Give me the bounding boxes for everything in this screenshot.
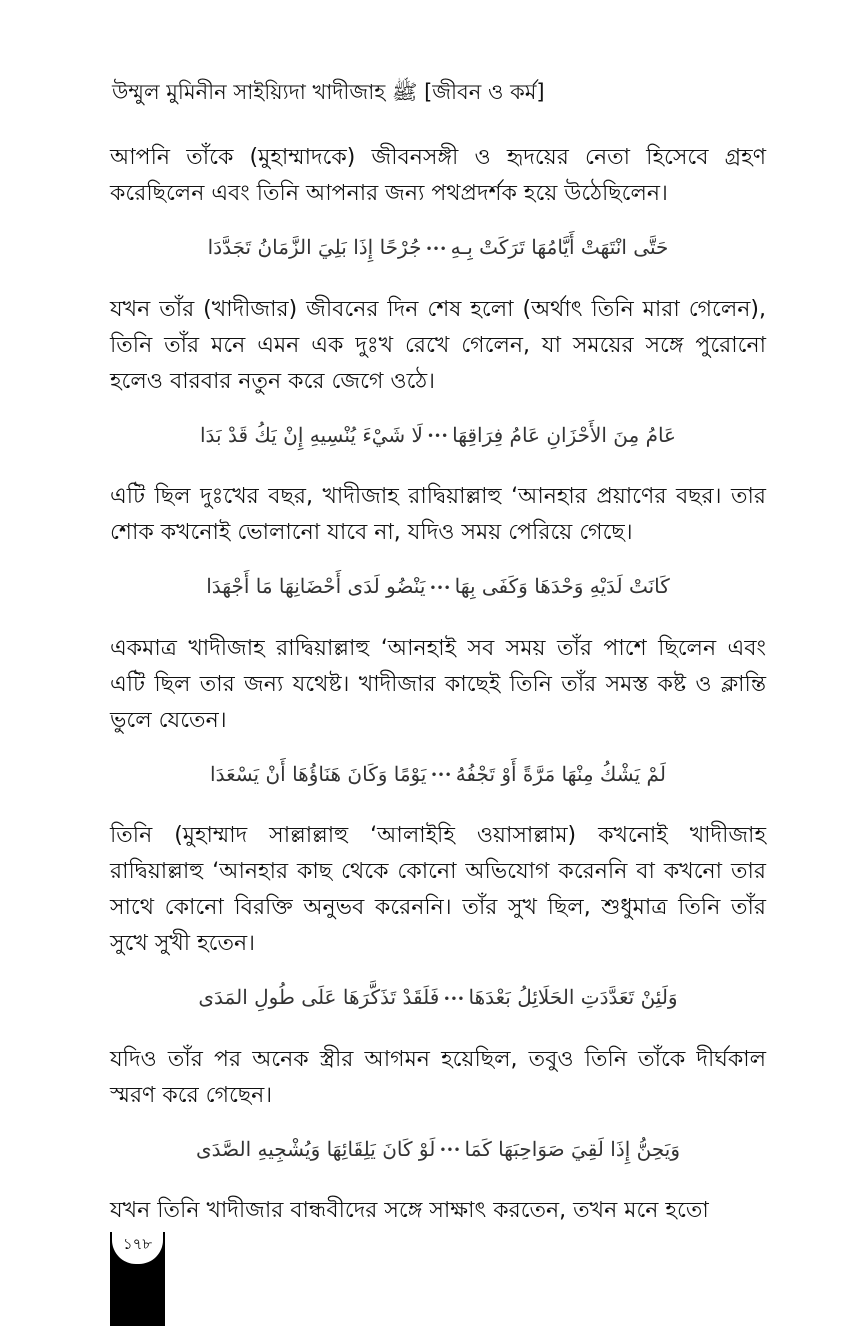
verse-2-hemistich-2: لَا شَيْءَ يُنْسِيهِ إِنْ يَكُ قَدْ بَدَا xyxy=(200,422,423,447)
verse-5-hemistich-1: وَلَئِنْ تَعَدَّدَتِ الحَلَائِلُ بَعْدَهَا xyxy=(468,985,678,1009)
paragraph-1: আপনি তাঁকে (মুহাম্মাদকে) জীবনসঙ্গী ও হৃদয়ের নেতা হিসেবে গ্রহণ করেছিলেন এবং তিনি আপনার জন্য পথপ্রদর্শক হয়ে উঠেছিলেন। xyxy=(110,145,766,206)
verse-6-hemistich-2: لَوْ كَانَ يَلِقَائِهَا وَيُشْجِيهِ الصَّدَى xyxy=(195,1136,436,1161)
arabic-verse-4 xyxy=(110,757,766,793)
page-number: ১৭৮ xyxy=(110,1232,165,1266)
verse-separator-icon: ••• xyxy=(439,1143,461,1157)
arabic-verse-1 xyxy=(110,230,766,266)
paragraph-7: যখন তিনি খাদীজার বান্ধবীদের সঙ্গে সাক্ষাৎ করতেন, তখন মনে হতো xyxy=(110,1198,709,1223)
verse-5-hemistich-2: فَلَقَدْ تَذَكَّرَهَا عَلَى طُولِ المَدَى xyxy=(198,985,440,1009)
verse-separator-icon: ••• xyxy=(443,991,465,1006)
arabic-verse-2 xyxy=(110,418,766,454)
arabic-verse-3 xyxy=(110,569,766,605)
verse-2-hemistich-1: عَامُ مِنَ الأَحْزَانِ عَامُ فِرَاقِهَا xyxy=(452,422,676,447)
paragraph-6: যদিও তাঁর পর অনেক স্ত্রীর আগমন হয়েছিল, তবুও তিনি তাঁকে দীর্ঘকাল স্মরণ করে গেছেন। xyxy=(110,1046,766,1108)
page-number-tab xyxy=(110,1232,165,1326)
verse-4-hemistich-1: لَمْ يَشْكُ مِنْهَا مَرَّةً أَوْ تَجْفُهُ xyxy=(455,761,666,786)
paragraph-5: তিনি (মুহাম্মাদ সাল্লাল্লাহু ‘আলাইহি ওয়াসাল্লাম) কখনোই খাদীজাহ রাদ্বিয়াল্লাহু ‘আনহার কাছ থেকে কোনো অভিযোগ করেননি বা কখনো তার সাথে কোনো বিরক্তি অনুভব করেননি। তাঁর সুখ ছিল, শুধুমাত্র তিনি তাঁর সুখে সুখী হতেন। xyxy=(110,823,766,956)
verse-1-hemistich-1: حَتَّى انْتَهَتْ أَيَّامُهَا تَرَكَتْ بِـهِ xyxy=(450,235,669,259)
arabic-verse-6 xyxy=(110,1132,766,1168)
verse-3-hemistich-2: يَنْضُو لَدَى أَحْضَانِهَا مَا أَجْهَدَا xyxy=(206,574,426,598)
body-text xyxy=(110,140,766,1247)
verse-separator-icon: ••• xyxy=(429,580,451,595)
verse-1-hemistich-2: جُرْحًا إِذَا بَلِيَ الزَّمَانُ تَجَدَّدَا xyxy=(207,235,422,259)
verse-6-hemistich-1: وَيَحِنُّ إِذَا لَقِيَ صَوَاحِبَهَا كَمَا xyxy=(464,1136,680,1161)
verse-separator-icon: ••• xyxy=(426,429,449,443)
paragraph-3: এটি ছিল দুঃখের বছর, খাদীজাহ রাদ্বিয়াল্লাহু ‘আনহার প্রয়াণের বছর। তার শোক কখনোই ভোলানো যাবে না, যদিও সময় পেরিয়ে গেছে। xyxy=(110,484,766,545)
arabic-verse-5 xyxy=(110,980,766,1016)
verse-separator-icon: ••• xyxy=(430,768,452,782)
paragraph-4: একমাত্র খাদীজাহ রাদ্বিয়াল্লাহু ‘আনহাই সব সময় তাঁর পাশে ছিলেন এবং এটি ছিল তার জন্য যথেষ্ট। খাদীজার কাছেই তিনি তাঁর সমস্ত কষ্ট ও ক্লান্তি ভুলে যেতেন। xyxy=(110,635,766,733)
running-header: উম্মুল মুমিনীন সাইয়্যিদা খাদীজাহ ﷺ [জীবন ও কর্ম] xyxy=(112,80,545,104)
verse-4-hemistich-2: يَوْمًا وَكَانَ هَنَاؤُهَا أَنْ يَسْعَدَا xyxy=(210,761,427,786)
verse-separator-icon: ••• xyxy=(425,241,447,256)
verse-3-hemistich-1: كَانَتْ لَدَيْهِ وَحْدَهَا وَكَفَى بِهَا xyxy=(454,574,670,598)
paragraph-2: যখন তাঁর (খাদীজার) জীবনের দিন শেষ হলো (অর্থাৎ তিনি মারা গেলেন), তিনি তাঁর মনে এমন এক দুঃখ রেখে গেলেন, যা সময়ের সঙ্গে পুরোনো হলেও বারবার নতুন করে জেগে ওঠে। xyxy=(110,296,766,394)
